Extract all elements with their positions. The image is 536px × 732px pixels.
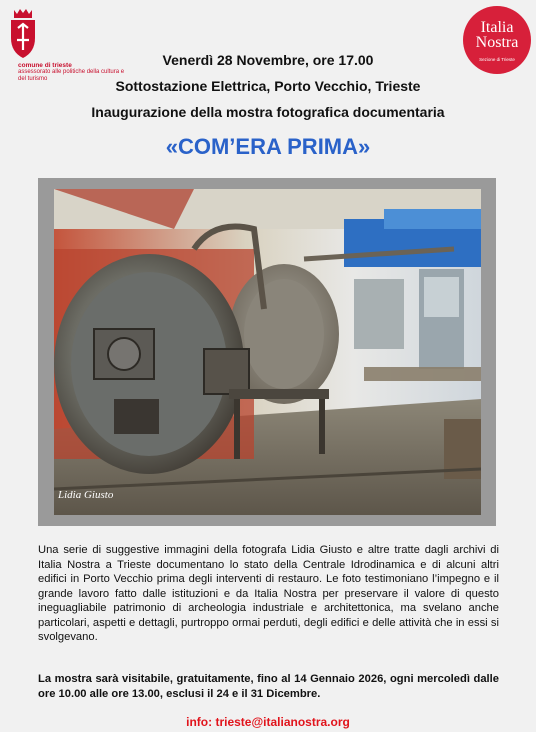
comune-name: comune di trieste: [18, 62, 72, 69]
photo-frame: [38, 178, 496, 526]
italia-nostra-section: Sezione di Trieste: [479, 57, 515, 62]
event-date: Venerdì 28 Novembre, ore 17.00: [162, 52, 374, 68]
italia-nostra-line2: Nostra: [475, 34, 519, 51]
exhibition-title: «COM’ERA PRIMA»: [165, 134, 371, 159]
industrial-boiler-photo: [54, 189, 481, 515]
visit-info: La mostra sarà visitabile, gratuitamente, fino al 14 Gennaio 2026, ogni mercoledì dalle ore 10.00 alle ore 13.00, esclusi il 24 e il 31 Dicembre.: [38, 673, 499, 700]
exhibition-description: Una serie di suggestive immagini della fotografa Lidia Giusto e altre tratte dagli archivi di Italia Nostra a Trieste documentano lo stato della Centrale Idrodinamica e di alcuni altri edifici in Porto Vecchio prima degli interventi di restauro. Le foto testimoniano l’impegno e il grande lavoro fatto dalle istituzioni e da Italia Nostra per preservare il valore di questo ineguagliabile patrimonio di archeologia industriale e architettonica, ma svelano anche particolari, aspetti e dettagli, purtroppo ormai perduti, degli edifici e delle attività che in essi si svolgevano.: [38, 544, 499, 643]
comune-subtitle: assessorato alle politiche della cultura e del turismo: [18, 69, 125, 82]
italia-nostra-line1: Italia: [480, 19, 514, 36]
photo-credit: Lidia Giusto: [58, 489, 114, 501]
event-subtitle: Inaugurazione della mostra fotografica documentaria: [91, 104, 445, 120]
event-location: Sottostazione Elettrica, Porto Vecchio, Trieste: [115, 78, 421, 94]
contact-email[interactable]: info: trieste@italianostra.org: [186, 715, 350, 729]
